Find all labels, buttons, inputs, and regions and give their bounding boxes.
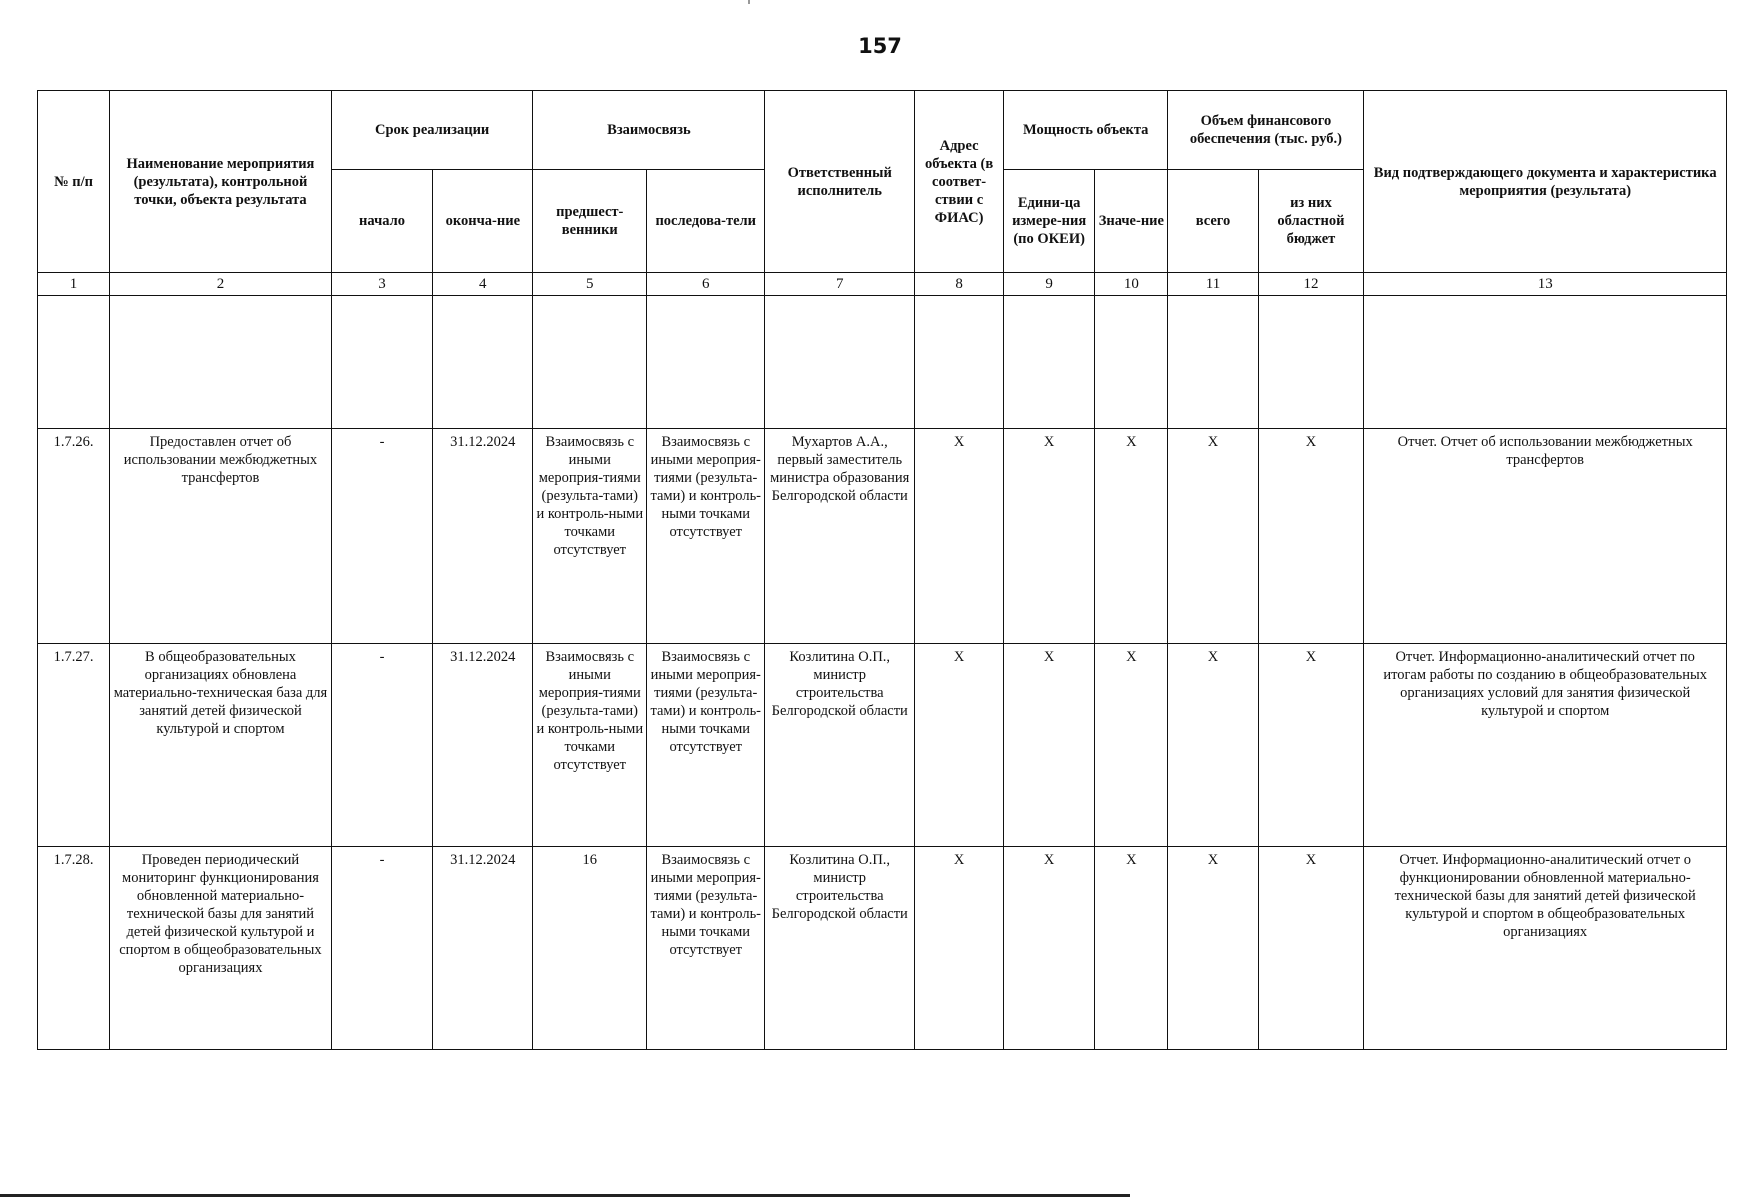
row-responsible: Козлитина О.П., министр строительства Белгородской области bbox=[765, 847, 915, 1050]
empty-cell bbox=[38, 296, 110, 429]
column-number: 13 bbox=[1364, 273, 1727, 296]
page-number: 157 bbox=[858, 34, 902, 58]
empty-row bbox=[38, 296, 1727, 429]
empty-cell bbox=[1004, 296, 1095, 429]
header-total: всего bbox=[1168, 170, 1258, 273]
row-document: Отчет. Информационно-аналитический отчет о функционировании обновленной материально-технической базы для занятий детей физической культурой и спортом в общеобразовательных организациях bbox=[1364, 847, 1727, 1050]
header-successors: последова-тели bbox=[647, 170, 765, 273]
header-value: Значе-ние bbox=[1095, 170, 1168, 273]
row-successors: Взаимосвязь с иными мероприя-тиями (результа-тами) и контроль-ными точками отсутствует bbox=[647, 847, 765, 1050]
row-regional: X bbox=[1258, 429, 1364, 644]
bottom-divider bbox=[0, 1194, 1130, 1197]
header-start: начало bbox=[331, 170, 432, 273]
row-end: 31.12.2024 bbox=[433, 429, 533, 644]
row-number: 1.7.28. bbox=[38, 847, 110, 1050]
row-regional: X bbox=[1258, 847, 1364, 1050]
empty-cell bbox=[1168, 296, 1258, 429]
row-unit: X bbox=[1004, 847, 1095, 1050]
header-period: Срок реализации bbox=[331, 91, 533, 170]
row-value: X bbox=[1095, 847, 1168, 1050]
header-predecessors: предшест-венники bbox=[533, 170, 647, 273]
column-number: 1 bbox=[38, 273, 110, 296]
scan-mark bbox=[748, 0, 750, 4]
empty-cell bbox=[1095, 296, 1168, 429]
column-number: 2 bbox=[110, 273, 332, 296]
row-unit: X bbox=[1004, 429, 1095, 644]
table-row bbox=[38, 429, 1727, 644]
row-document: Отчет. Отчет об использовании межбюджетных трансфертов bbox=[1364, 429, 1727, 644]
row-responsible: Козлитина О.П., министр строительства Белгородской области bbox=[765, 644, 915, 847]
column-number: 9 bbox=[1004, 273, 1095, 296]
empty-cell bbox=[433, 296, 533, 429]
header-end: оконча-ние bbox=[433, 170, 533, 273]
row-predecessors: 16 bbox=[533, 847, 647, 1050]
row-total: X bbox=[1168, 429, 1258, 644]
row-predecessors: Взаимосвязь с иными мероприя-тиями (результа-тами) и контроль-ными точками отсутствует bbox=[533, 429, 647, 644]
row-address: X bbox=[915, 847, 1004, 1050]
row-value: X bbox=[1095, 429, 1168, 644]
row-name: Предоставлен отчет об использовании межбюджетных трансфертов bbox=[110, 429, 332, 644]
row-end: 31.12.2024 bbox=[433, 644, 533, 847]
column-number-row bbox=[38, 273, 1727, 296]
column-number: 6 bbox=[647, 273, 765, 296]
empty-cell bbox=[915, 296, 1004, 429]
empty-cell bbox=[533, 296, 647, 429]
table-row bbox=[38, 644, 1727, 847]
column-number: 10 bbox=[1095, 273, 1168, 296]
header-regional: из них областной бюджет bbox=[1258, 170, 1364, 273]
header-capacity: Мощность объекта bbox=[1004, 91, 1168, 170]
header-name: Наименование мероприятия (результата), контрольной точки, объекта результата bbox=[110, 91, 332, 273]
header-finance: Объем финансового обеспечения (тыс. руб.) bbox=[1168, 91, 1364, 170]
row-end: 31.12.2024 bbox=[433, 847, 533, 1050]
header-unit: Едини-ца измере-ния (по ОКЕИ) bbox=[1004, 170, 1095, 273]
empty-cell bbox=[110, 296, 332, 429]
row-number: 1.7.26. bbox=[38, 429, 110, 644]
row-responsible: Мухартов А.А., первый заместитель министра образования Белгородской области bbox=[765, 429, 915, 644]
row-start: - bbox=[331, 644, 432, 847]
row-address: X bbox=[915, 429, 1004, 644]
row-predecessors: Взаимосвязь с иными мероприя-тиями (результа-тами) и контроль-ными точками отсутствует bbox=[533, 644, 647, 847]
row-address: X bbox=[915, 644, 1004, 847]
empty-cell bbox=[647, 296, 765, 429]
row-name: В общеобразовательных организациях обновлена материально-техническая база для занятий детей физической культурой и спортом bbox=[110, 644, 332, 847]
row-regional: X bbox=[1258, 644, 1364, 847]
empty-cell bbox=[331, 296, 432, 429]
column-number: 5 bbox=[533, 273, 647, 296]
header-responsible: Ответственный исполнитель bbox=[765, 91, 915, 273]
column-number: 7 bbox=[765, 273, 915, 296]
column-number: 8 bbox=[915, 273, 1004, 296]
row-successors: Взаимосвязь с иными мероприя-тиями (результа-тами) и контроль-ными точками отсутствует bbox=[647, 644, 765, 847]
header-address: Адрес объекта (в соответ-ствии с ФИАС) bbox=[915, 91, 1004, 273]
empty-cell bbox=[1258, 296, 1364, 429]
column-number: 4 bbox=[433, 273, 533, 296]
header-num: № п/п bbox=[38, 91, 110, 273]
row-total: X bbox=[1168, 847, 1258, 1050]
measures-table bbox=[37, 90, 1727, 1050]
row-unit: X bbox=[1004, 644, 1095, 847]
header-document: Вид подтверждающего документа и характеристика мероприятия (результата) bbox=[1364, 91, 1727, 273]
header-row-1 bbox=[38, 91, 1727, 170]
column-number: 11 bbox=[1168, 273, 1258, 296]
empty-cell bbox=[765, 296, 915, 429]
row-value: X bbox=[1095, 644, 1168, 847]
row-document: Отчет. Информационно-аналитический отчет по итогам работы по созданию в общеобразовательных организациях условий для занятия физической культурой и спортом bbox=[1364, 644, 1727, 847]
row-number: 1.7.27. bbox=[38, 644, 110, 847]
row-start: - bbox=[331, 847, 432, 1050]
row-successors: Взаимосвязь с иными мероприя-тиями (результа-тами) и контроль-ными точками отсутствует bbox=[647, 429, 765, 644]
row-start: - bbox=[331, 429, 432, 644]
row-name: Проведен периодический мониторинг функционирования обновленной материально-технической базы для занятий детей физической культурой и спортом в общеобразовательных организациях bbox=[110, 847, 332, 1050]
header-link: Взаимосвязь bbox=[533, 91, 765, 170]
column-number: 3 bbox=[331, 273, 432, 296]
empty-cell bbox=[1364, 296, 1727, 429]
column-number: 12 bbox=[1258, 273, 1364, 296]
row-total: X bbox=[1168, 644, 1258, 847]
table-row bbox=[38, 847, 1727, 1050]
